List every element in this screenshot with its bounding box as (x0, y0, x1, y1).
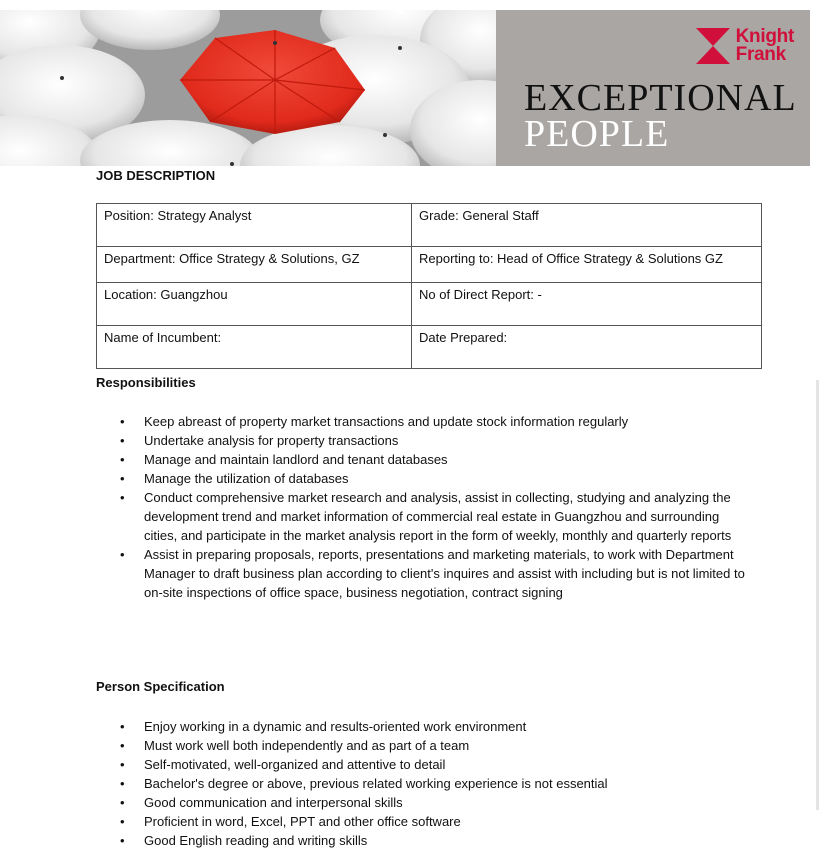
list-item: • Good communication and interpersonal skills (120, 793, 750, 812)
umbrellas-image (0, 10, 496, 166)
logo-line-2: Frank (735, 44, 786, 65)
table-row (97, 247, 762, 283)
logo-line-1: Knight (735, 26, 794, 47)
date-prepared-cell: Date Prepared: (412, 326, 762, 369)
location-cell: Location: Guangzhou (97, 283, 412, 326)
incumbent-cell: Name of Incumbent: (97, 326, 412, 369)
list-item: • Manage and maintain landlord and tenant databases (120, 450, 750, 469)
list-item: • Self-motivated, well-organized and attentive to detail (120, 755, 750, 774)
list-item: • Proficient in word, Excel, PPT and other office software (120, 812, 750, 831)
job-info-table (96, 203, 762, 369)
reporting-to-cell: Reporting to: Head of Office Strategy & Solutions GZ (412, 247, 762, 283)
list-item: • Good English reading and writing skills (120, 831, 750, 850)
list-item: • Bachelor's degree or above, previous related working experience is not essential (120, 774, 750, 793)
knight-frank-logo (696, 28, 794, 64)
list-item: • Assist in preparing proposals, reports, presentations and marketing materials, to work with Department Manager to draft business plan according to client's inquires and assist with including but is not limited to on-site inspections of office space, business negotiation, contract signing (120, 545, 750, 602)
department-cell: Department: Office Strategy & Solutions, GZ (97, 247, 412, 283)
headline (524, 77, 797, 155)
direct-reports-cell: No of Direct Report: - (412, 283, 762, 326)
responsibilities-list (120, 412, 750, 602)
list-item: • Keep abreast of property market transactions and update stock information regularly (120, 412, 750, 431)
table-row (97, 204, 762, 247)
header-banner (0, 10, 810, 166)
logo-mark-icon (696, 28, 730, 64)
document-title: JOB DESCRIPTION (96, 168, 216, 183)
list-item: • Conduct comprehensive market research and analysis, assist in collecting, studying and analyzing the development trend and market information of commercial real estate in Guangzhou and surrounding cities, and participate in the market analysis report in the form of weekly, monthly and quarterly reports (120, 488, 750, 545)
responsibilities-heading: Responsibilities (96, 375, 196, 390)
person-spec-list (120, 717, 750, 850)
brand-panel (496, 10, 810, 166)
grade-cell: Grade: General Staff (412, 204, 762, 247)
list-item: • Must work well both independently and as part of a team (120, 736, 750, 755)
person-spec-heading: Person Specification (96, 679, 225, 694)
table-row (97, 326, 762, 369)
headline-line-2: PEOPLE (524, 113, 670, 155)
list-item: • Manage the utilization of databases (120, 469, 750, 488)
list-item: • Enjoy working in a dynamic and results-oriented work environment (120, 717, 750, 736)
headline-line-1: EXCEPTIONAL (524, 77, 797, 119)
position-cell: Position: Strategy Analyst (97, 204, 412, 247)
list-item: • Undertake analysis for property transactions (120, 431, 750, 450)
table-row (97, 283, 762, 326)
